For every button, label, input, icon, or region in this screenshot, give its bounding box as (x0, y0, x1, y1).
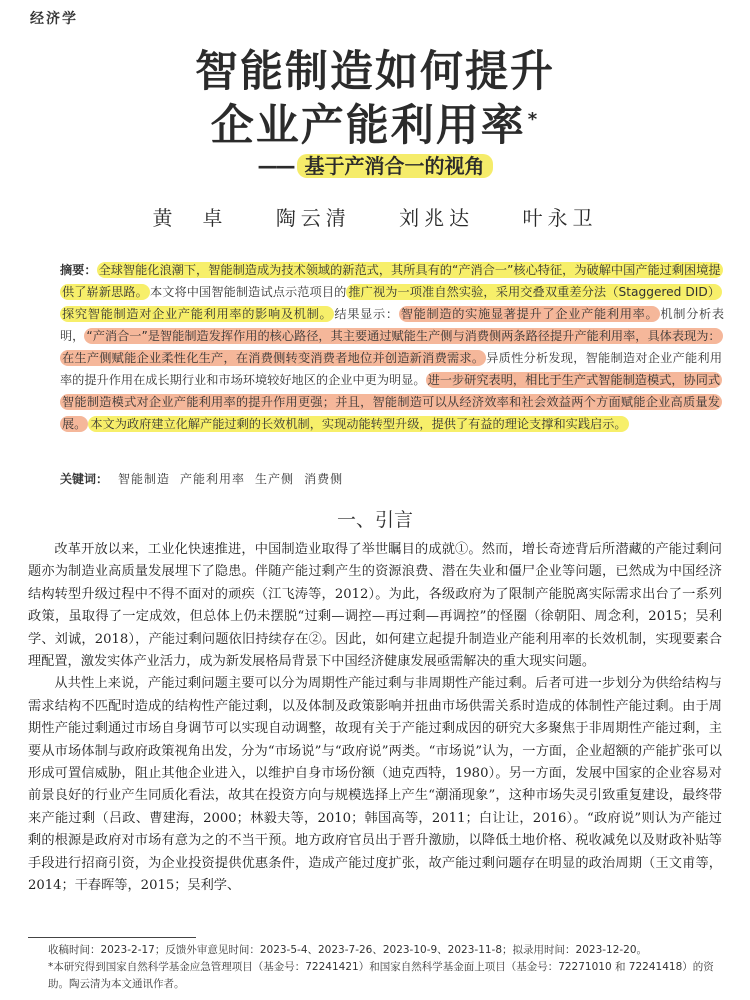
section-heading-introduction: 一、引言 (336, 509, 413, 531)
body-text (28, 539, 722, 898)
title-footnote-star: * (527, 108, 540, 130)
abstract-label: 摘要： (60, 263, 97, 277)
abstract (60, 259, 725, 435)
abstract-segment: 本文为政府建立化解产能过剩的长效机制，实现动能转型升级，提供了有益的理论支撑和实践启示。 (90, 417, 627, 431)
paper-title-line2: 企业产能利用率 * (210, 101, 540, 151)
abstract-segment: 全球智能化浪潮下，智能制造成为技术领域的新范式，其所具有的“产消合一”核心特征，为破解中国产能过剩困境提供了崭新思路。 (62, 263, 721, 299)
subtitle-dash: —— (257, 154, 294, 178)
abstract-segment: 结果显示： (334, 307, 399, 321)
abstract-segment: 机制分析表明， (60, 307, 725, 343)
abstract-segment: 智能制造的实施显著提升了企业产能利用率。 (400, 307, 659, 321)
keyword: 智能制造 (118, 472, 171, 486)
subtitle-text: 基于产消合一的视角 (297, 154, 493, 178)
abstract-segment: 异质性分析发现，智能制造对企业产能利用率的提升作用在成长期行业和市场环境较好地区的企业中更为明显。 (60, 351, 723, 387)
keywords (60, 470, 343, 487)
author-list (0, 202, 750, 231)
keyword: 生产侧 (255, 472, 295, 486)
author: 黄 卓 (152, 206, 228, 230)
keyword: 消费侧 (304, 472, 344, 486)
abstract-segment: 本文将中国智能制造试点示范项目的 (149, 285, 347, 299)
footnote-funding: *本研究得到国家自然科学基金应急管理项目（基金号：72241421）和国家自然科学基金面上项目（基金号：72271010 和 72241418）的资助。陶云清为本文通讯作者。 (48, 961, 714, 990)
journal-section-label: 经济学 (30, 11, 78, 27)
paper-subtitle (0, 150, 750, 179)
keyword: 产能利用率 (180, 472, 246, 486)
footnote-divider (28, 937, 196, 938)
author: 叶永卫 (522, 206, 598, 230)
footnote-dates: 收稿时间：2023-2-17；反馈外审意见时间：2023-5-4、2023-7-26、2023-10-9、2023-11-8；拟录用时间：2023-12-20。 (48, 944, 648, 956)
paper-title-line1: 智能制造如何提升 (195, 47, 555, 97)
abstract-segment: 进一步研究表明，相比于生产式智能制造模式，协同式智能制造模式对企业产能利用率的提升作用更强；并且，智能制造可以从经济效率和社会效益两个方面赋能企业高质量发展。 (62, 373, 721, 431)
author: 刘兆达 (399, 206, 475, 230)
body-paragraph: 从共性上来说，产能过剩问题主要可以分为周期性产能过剩与非周期性产能过剩。后者可进一步划分为供给结构与需求结构不匹配时造成的结构性产能过剩，以及体制及政策影响并扭曲市场供需关系时造成的体制性产能过剩。由于周期性产能过剩通过市场自身调节可以实现自动调整，故现有关于产能过剩成因的研究大多聚焦于非周期性产能过剩，主要从市场体制与政府政策视角出发，分为“市场说”与“政府说”两类。“市场说”认为，一方面，企业超额的产能扩张可以形成可置信威胁，阻止其他企业进入，以维护自身市场份额（迪克西特，1980）。另一方面，发展中国家的企业容易对前景良好的行业产生同质化看法，故其在投资方向与规模选择上产生“潮涌现象”，这种市场失灵引致重复建设，最终带来产能过剩（吕政、曹建海，2000；林毅夫等，2010；韩国高等，2011；白让让，2016）。“政府说”则认为产能过剩的根源是政府对市场有意为之的不当干预。地方政府官员出于晋升激励，以降低土地价格、税收减免以及财政补贴等手段进行招商引资，为企业投资提供优惠条件，造成产能过度扩张，故产能过剩问题存在明显的政治周期（王文甫等，2014；干春晖等，2015；吴利学、 (28, 676, 722, 894)
footnotes (48, 942, 728, 993)
keywords-label: 关键词： (60, 472, 109, 486)
abstract-segment: 推广视为一项准自然实验，采用交叠双重差分法（Staggered DID）探究智能制造对企业产能利用率的影响及机制。 (62, 285, 721, 321)
author: 陶云清 (275, 206, 351, 230)
abstract-segment: “产消合一”是智能制造发挥作用的核心路径，其主要通过赋能生产侧与消费侧两条路径提升产能利用率，具体表现为：在生产侧赋能企业柔性化生产，在消费侧转变消费者地位并创造新消费需求。 (62, 329, 721, 365)
body-paragraph: 改革开放以来，工业化快速推进，中国制造业取得了举世瞩目的成就①。然而，增长奇迹背后所潜藏的产能过剩问题亦为制造业高质量发展埋下了隐患。伴随产能过剩产生的资源浪费、潜在失业和僵尸企业等问题，已然成为中国经济结构转型升级过程中不得不面对的顽疾（江飞涛等，2012）。为此，各级政府为了限制产能脱离实际需求出台了一系列政策，虽取得了一定成效，但总体上仍未摆脱“过剩—调控—再过剩—再调控”的怪圈（徐朝阳、周念利，2015；吴利学、刘诚，2018），产能过剩问题依旧持续存在②。因此，如何建立起提升制造业产能利用率的长效机制，实现要素合理配置，激发实体产业活力，成为新发展格局背景下中国经济健康发展亟需解决的重大现实问题。 (28, 542, 722, 670)
